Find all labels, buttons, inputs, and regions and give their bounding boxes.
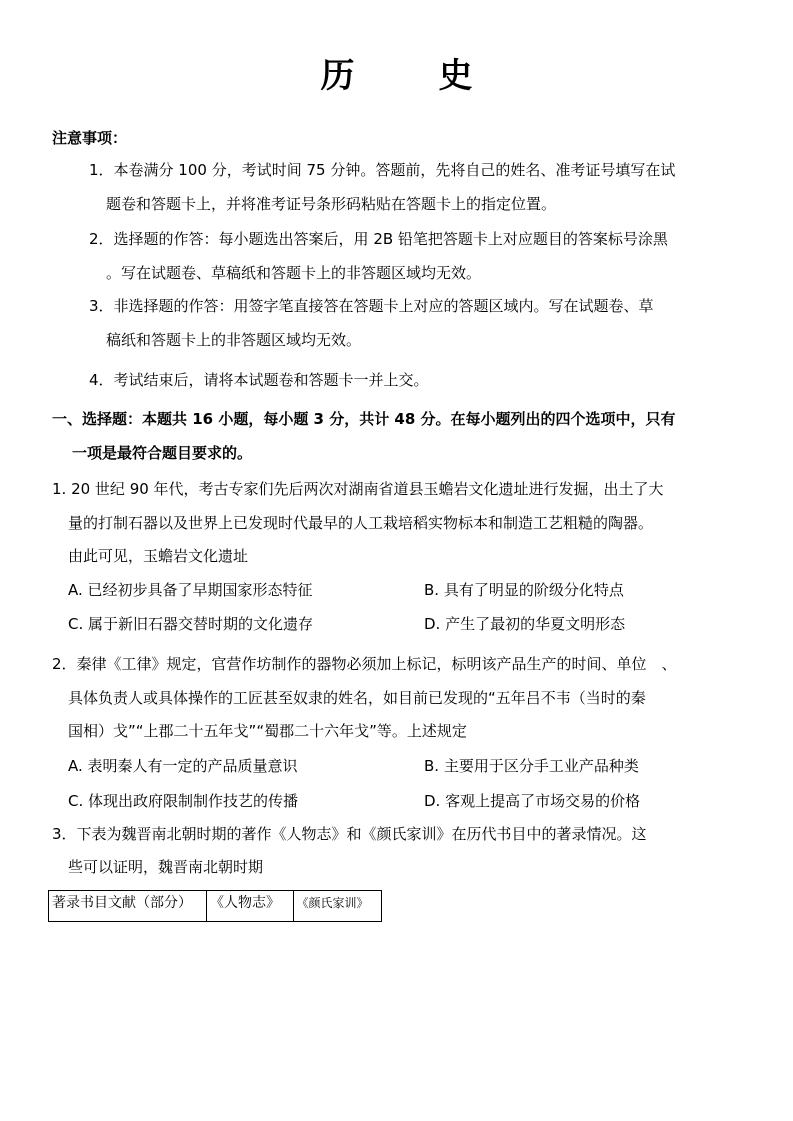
question-1-option-d: D. 产生了最初的华夏文明形态 [424,615,626,633]
question-2-stem-line-1: 2．秦律《工律》规定，官营作坊制作的器物必须加上标记，标明该产品生产的时间、单位 、 [52,655,677,673]
question-1-stem-line-3: 由此可见，玉蟾岩文化遗址 [68,547,249,565]
question-2-stem-line-3: 国相）戈”“上郡二十五年戈”“蜀郡二十六年戈”等。上述规定 [68,722,467,740]
table-header-cell: 著录书目文献（部分） [49,891,207,921]
question-2-stem-line-2: 具体负责人或具体操作的工匠甚至奴隶的姓名，如目前已发现的“五年吕不韦（当时的秦 [68,689,646,707]
notice-heading: 注意事项： [52,129,128,147]
question-1-stem-line-1: 1. 20 世纪 90 年代，考古专家们先后两次对湖南省道县玉蟾岩文化遗址进行发掘，出土了大 [52,480,664,498]
question-1-option-a: A. 已经初步具备了早期国家形态特征 [68,581,313,599]
question-3-table [48,890,382,922]
question-2-option-c: C. 体现出政府限制制作技艺的传播 [68,792,299,810]
notice-item-3-line-1: 3．非选择题的作答：用签字笔直接答在答题卡上对应的答题区域内。写在试题卷、草 [89,297,654,315]
table-header-cell: 《人物志》 [207,891,293,921]
notice-item-4-line-1: 4．考试结束后，请将本试题卷和答题卡一并上交。 [89,371,429,389]
notice-item-1-line-1: 1．本卷满分 100 分，考试时间 75 分钟。答题前，先将自己的姓名、准考证号填写在试 [89,161,676,179]
question-1-option-b: B. 具有了明显的阶级分化特点 [424,581,624,599]
question-2-option-a: A. 表明秦人有一定的产品质量意识 [68,757,298,775]
section-heading-line-2: 一项是最符合题目要求的。 [72,444,253,462]
notice-item-2-line-2: 。写在试题卷、草稿纸和答题卡上的非答题区域均无效。 [106,264,482,282]
question-3-stem-line-2: 些可以证明，魏晋南北朝时期 [68,858,264,876]
question-1-stem-line-2: 量的打制石器以及世界上已发现时代最早的人工栽培稻实物标本和制造工艺粗糙的陶器。 [68,514,654,532]
page-title: 历史 [320,56,557,96]
notice-item-1-line-2: 题卷和答题卡上，并将准考证号条形码粘贴在答题卡上的指定位置。 [106,195,557,213]
table-header-cell: 《颜氏家训》 [296,896,369,910]
question-1-option-c: C. 属于新旧石器交替时期的文化遗存 [68,615,314,633]
question-3-stem-line-1: 3．下表为魏晋南北朝时期的著作《人物志》和《颜氏家训》在历代书目中的著录情况。这 [52,825,647,843]
notice-item-3-line-2: 稿纸和答题卡上的非答题区域均无效。 [106,331,362,349]
question-2-option-d: D. 客观上提高了市场交易的价格 [424,792,641,810]
section-heading-line-1: 一、选择题：本题共 16 小题，每小题 3 分，共计 48 分。在每小题列出的四个选项中，只有 [52,410,676,428]
notice-item-2-line-1: 2．选择题的作答：每小题选出答案后，用 2B 铅笔把答题卡上对应题目的答案标号涂黑 [89,230,668,248]
question-2-option-b: B. 主要用于区分手工业产品种类 [424,757,639,775]
